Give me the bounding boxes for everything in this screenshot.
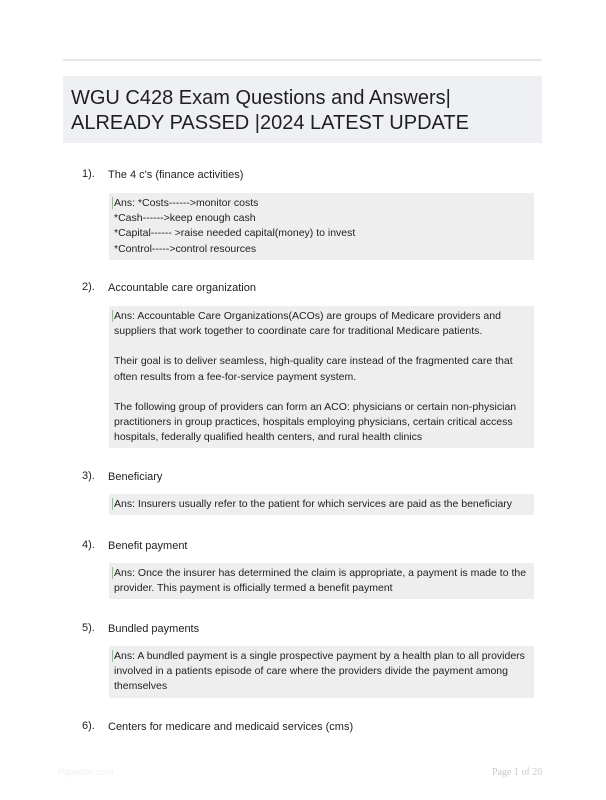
- answer-line: hospitals, federally qualified health centers, and rural health clinics: [114, 431, 423, 444]
- answer-line: *Control----->control resources: [114, 242, 257, 255]
- document-title-line-2: ALREADY PASSED |2024 LATEST UPDATE: [71, 112, 469, 134]
- question-text: Centers for medicare and medicaid services (cms): [108, 721, 354, 733]
- answer-line: Ans: Once the insurer has determined the claim is appropriate, a payment is made to the: [114, 567, 527, 579]
- question-text: Benefit payment: [108, 540, 188, 552]
- answer-line: The following group of providers can form an ACO: physicians or certain non-physician: [114, 400, 517, 413]
- footer-watermark: Paperbin.com: [58, 767, 114, 777]
- answer-line: *Capital------ >raise needed capital(money) to invest: [114, 227, 356, 240]
- answer-box-4: [109, 563, 534, 599]
- question-number: 3).: [82, 470, 95, 482]
- question-text: Accountable care organization: [108, 282, 256, 294]
- document-title-line-1: WGU C428 Exam Questions and Answers|: [71, 87, 451, 109]
- question-text: Bundled payments: [108, 623, 200, 635]
- answer-line: Ans: A bundled payment is a single prospective payment by a health plan to all providers: [114, 650, 525, 662]
- answer-box-3: [109, 494, 534, 515]
- answer-box-1: [109, 193, 534, 260]
- answer-line: suppliers that work together to coordinate care for traditional Medicare patients.: [114, 325, 483, 338]
- question-text: Beneficiary: [108, 471, 163, 483]
- question-number: 1).: [82, 168, 95, 180]
- answer-line: Their goal is to deliver seamless, high-quality care instead of the fragmented care that: [114, 355, 513, 368]
- answer-box-5: [109, 646, 534, 698]
- question-number: 2).: [82, 281, 95, 293]
- answer-line: provider. This payment is officially termed a benefit payment: [114, 582, 393, 595]
- question-number: 5).: [82, 622, 95, 634]
- question-number: 6).: [82, 720, 95, 732]
- answer-line: Ans: Accountable Care Organizations(ACOs) are groups of Medicare providers and: [114, 310, 501, 322]
- answer-line: involved in a patients episode of care where the providers divide the payment among: [114, 665, 508, 678]
- answer-line: *Cash------>keep enough cash: [114, 212, 256, 225]
- question-text: The 4 c's (finance activities): [108, 169, 244, 181]
- page-indicator: Page 1 of 20: [492, 767, 543, 778]
- answer-line: Ans: *Costs------>monitor costs: [114, 197, 259, 209]
- question-number: 4).: [82, 539, 95, 551]
- answer-line: Ans: Insurers usually refer to the patient for which services are paid as the beneficiary: [114, 498, 513, 510]
- top-divider: [63, 59, 542, 61]
- answer-line: often results from a fee-for-service payment system.: [114, 370, 357, 383]
- answer-line: themselves: [114, 680, 168, 693]
- answer-box-2: [109, 306, 534, 448]
- answer-line: practitioners in group practices, hospitals employing physicians, certain critical access: [114, 416, 513, 429]
- document-title-box: [63, 76, 542, 143]
